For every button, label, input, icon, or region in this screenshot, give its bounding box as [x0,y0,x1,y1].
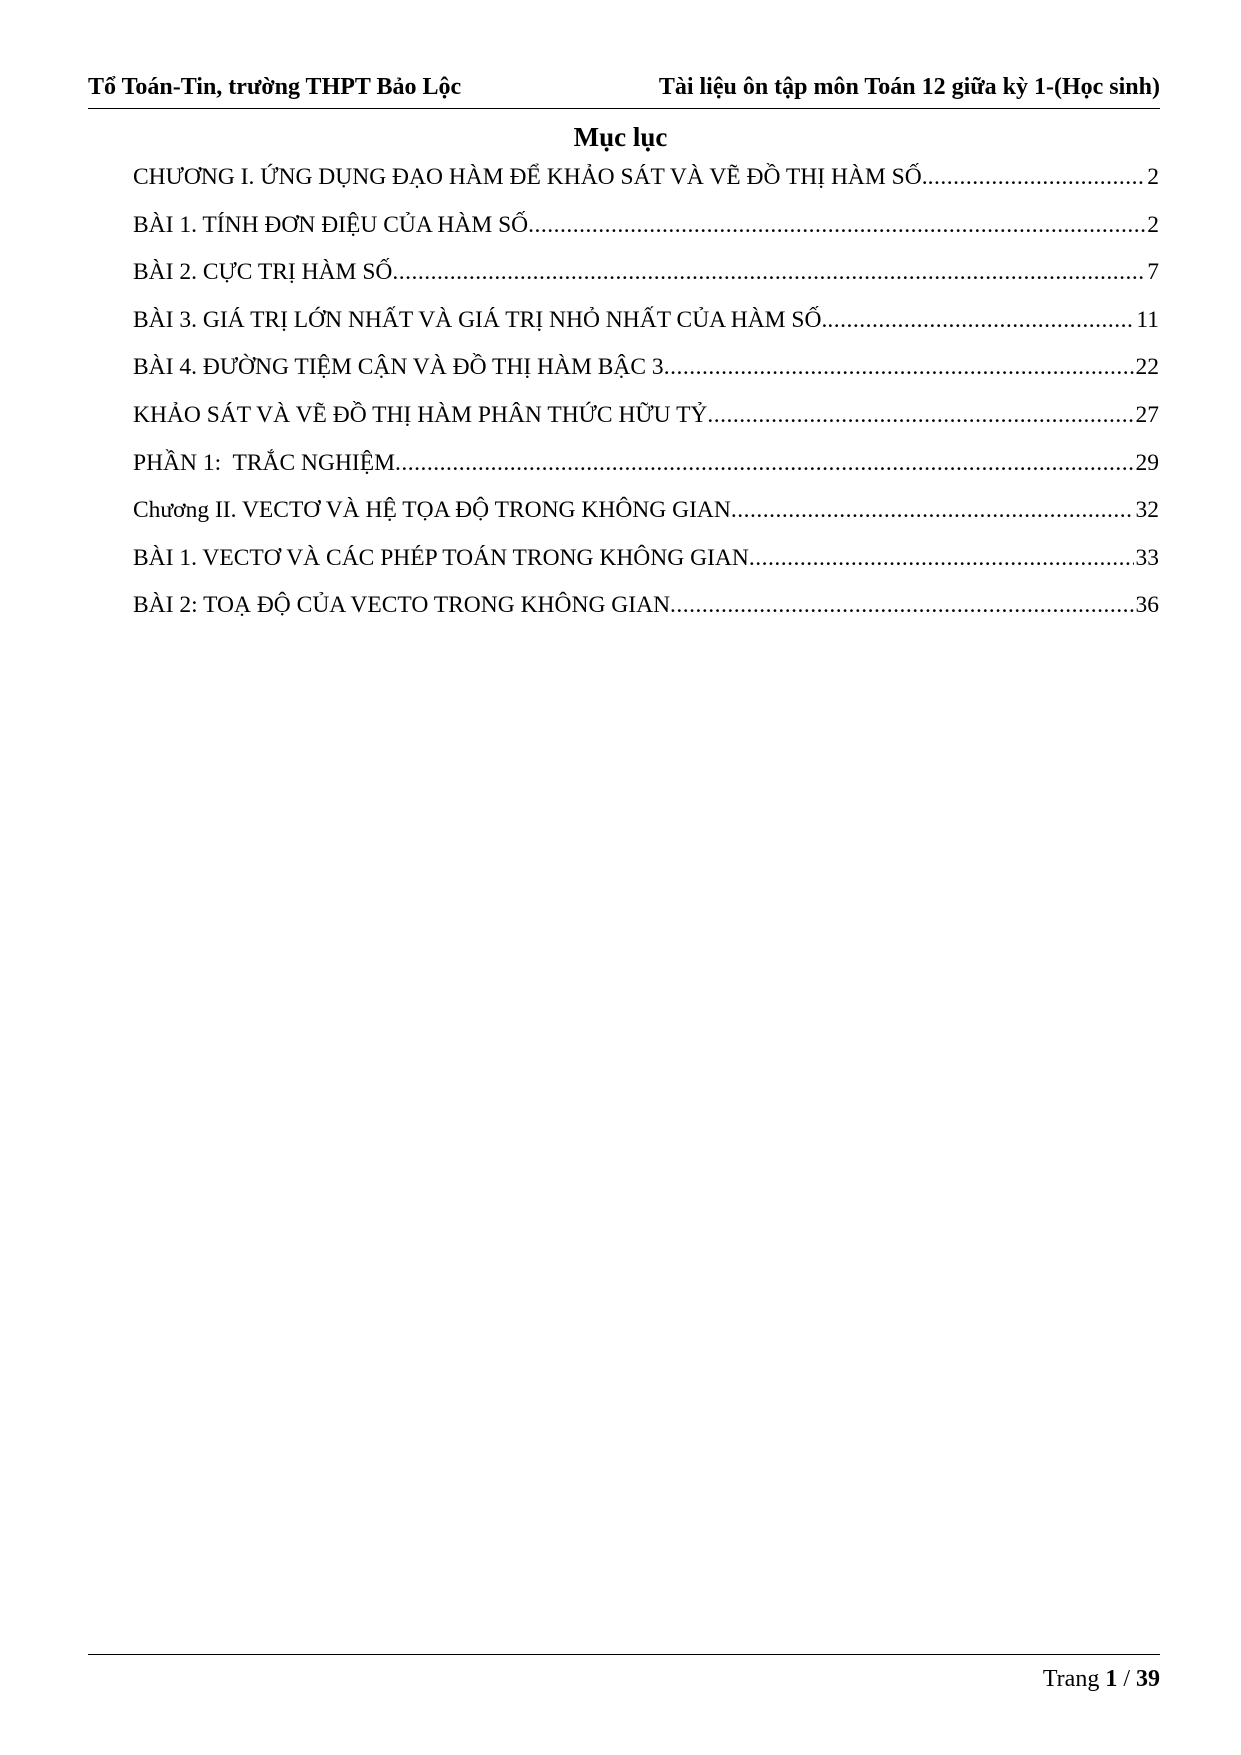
page-footer [1043,1664,1160,1694]
toc-entry-label: BÀI 3. GIÁ TRỊ LỚN NHẤT VÀ GIÁ TRỊ NHỎ NHẤT CỦA HÀM SỐ. [133,306,828,333]
toc-entry-label: Chương II. VECTƠ VÀ HỆ TỌA ĐỘ TRONG KHÔNG GIAN [133,497,731,524]
toc-leader-dots [528,210,1145,240]
footer-total-pages: 39 [1136,1666,1160,1692]
toc-leader-dots [707,400,1133,430]
toc-entry-page: 36 [1135,592,1159,619]
toc-entry-page: 33 [1135,544,1159,571]
toc-title: Mục lục [573,122,668,152]
header-left: Tổ Toán-Tin, trường THPT Bảo Lộc [88,74,462,100]
toc-entry-7[interactable] [133,448,1159,496]
toc-entry-label: CHƯƠNG I. ỨNG DỤNG ĐẠO HÀM ĐỂ KHẢO SÁT VÀ VẼ ĐỒ THỊ HÀM SỐ. [133,164,928,190]
footer-divider [88,1654,1160,1655]
toc-entry-1[interactable] [133,162,1159,210]
toc-entry-10[interactable] [133,590,1159,638]
toc-entry-label: BÀI 2: TOẠ ĐỘ CỦA VECTO TRONG KHÔNG GIAN [133,592,671,619]
toc-entry-label: BÀI 1. VECTƠ VÀ CÁC PHÉP TOÁN TRONG KHÔNG GIAN [133,544,749,571]
table-of-contents [133,162,1159,638]
toc-entry-label: PHẦN 1: TRẮC NGHIỆM [133,449,395,476]
footer-prefix: Trang [1042,1666,1106,1692]
toc-entry-page: 29 [1135,449,1159,476]
page-header [88,72,1160,109]
toc-entry-page: 11 [1136,306,1159,333]
toc-leader-dots [670,590,1133,620]
header-right: Tài liệu ôn tập môn Toán 12 giữa kỳ 1-(Học sinh) [658,74,1160,100]
toc-entry-page: 2 [1147,211,1159,238]
toc-leader-dots [928,162,1146,192]
toc-entry-3[interactable] [133,257,1159,305]
toc-entry-label: BÀI 1. TÍNH ĐƠN ĐIỆU CỦA HÀM SỐ [133,211,529,238]
toc-entry-page: 27 [1135,401,1159,428]
footer-separator: / [1117,1666,1136,1692]
toc-leader-dots [827,305,1134,335]
toc-entry-label: BÀI 2. CỰC TRỊ HÀM SỐ [133,259,393,286]
toc-entry-label: BÀI 4. ĐƯỜNG TIỆM CẬN VÀ ĐỒ THỊ HÀM BẬC 3 [133,354,664,381]
toc-leader-dots [664,352,1134,382]
toc-leader-dots [395,448,1134,478]
toc-leader-dots [392,257,1145,287]
toc-entry-page: 7 [1147,259,1159,286]
toc-entry-8[interactable] [133,495,1159,543]
toc-entry-label: KHẢO SÁT VÀ VẼ ĐỒ THỊ HÀM PHÂN THỨC HỮU TỶ [133,401,708,428]
toc-entry-page: 2 [1147,164,1159,190]
toc-entry-4[interactable] [133,305,1159,353]
footer-current-page: 1 [1105,1666,1118,1692]
toc-leader-dots [731,495,1134,525]
toc-leader-dots [749,543,1134,573]
toc-entry-page: 22 [1135,354,1159,381]
toc-entry-page: 32 [1135,497,1159,524]
toc-entry-6[interactable] [133,400,1159,448]
toc-entry-2[interactable] [133,210,1159,258]
toc-entry-9[interactable] [133,543,1159,591]
toc-entry-5[interactable] [133,352,1159,400]
